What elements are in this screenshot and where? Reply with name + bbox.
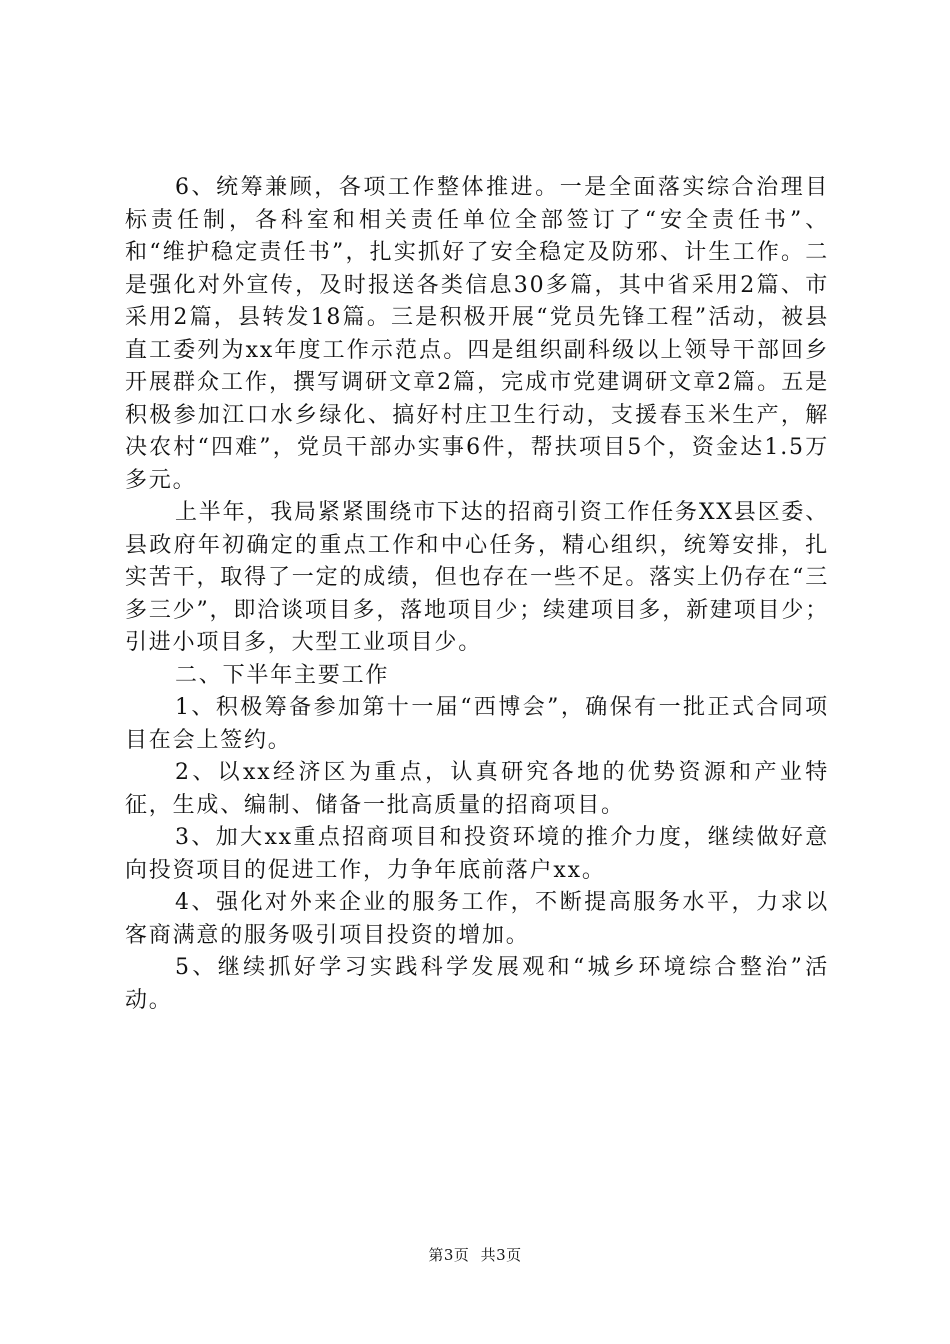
page-footer bbox=[0, 1245, 950, 1265]
page-total: 共3页 bbox=[480, 1246, 522, 1264]
document-body bbox=[125, 172, 829, 1017]
paragraph-task-4: 4、强化对外来企业的服务工作，不断提高服务水平，力求以客商满意的服务吸引项目投资的增加。 bbox=[125, 890, 829, 948]
paragraph-summary: 上半年，我局紧紧围绕市下达的招商引资工作任务XX县区委、县政府年初确定的重点工作和中心任务，精心组织，统筹安排，扎实苦干，取得了一定的成绩，但也存在一些不足。落实上仍存在“三多三少”，即洽谈项目多，落地项目少；续建项目多，新建项目少；引进小项目多，大型工业项目少。 bbox=[125, 500, 829, 655]
section-heading: 二、下半年主要工作 bbox=[175, 662, 390, 688]
paragraph-item-6: 6、统筹兼顾，各项工作整体推进。一是全面落实综合治理目标责任制，各科室和相关责任单位全部签订了“安全责任书”、和“维护稳定责任书”，扎实抓好了安全稳定及防邪、计生工作。二是强化对外宣传，及时报送各类信息30多篇，其中省采用2篇、市采用2篇，县转发18篇。三是积极开展“党员先锋工程”活动，被县直工委列为xx年度工作示范点。四是组织副科级以上领导干部回乡开展群众工作，撰写调研文章2篇，完成市党建调研文章2篇。五是积极参加江口水乡绿化、搞好村庄卫生行动，支援春玉米生产，解决农村“四难”，党员干部办实事6件，帮扶项目5个，资金达1.5万多元。 bbox=[125, 175, 829, 493]
page-number: 第3页 bbox=[428, 1246, 470, 1264]
paragraph-task-5: 5、继续抓好学习实践科学发展观和“城乡环境综合整治”活动。 bbox=[125, 955, 829, 1013]
paragraph-task-2: 2、以xx经济区为重点，认真研究各地的优势资源和产业特征，生成、编制、储备一批高质量的招商项目。 bbox=[125, 760, 829, 818]
paragraph-task-1: 1、积极筹备参加第十一届“西博会”，确保有一批正式合同项目在会上签约。 bbox=[125, 695, 829, 753]
paragraph-task-3: 3、加大xx重点招商项目和投资环境的推介力度，继续做好意向投资项目的促进工作，力争年底前落户xx。 bbox=[125, 825, 829, 883]
